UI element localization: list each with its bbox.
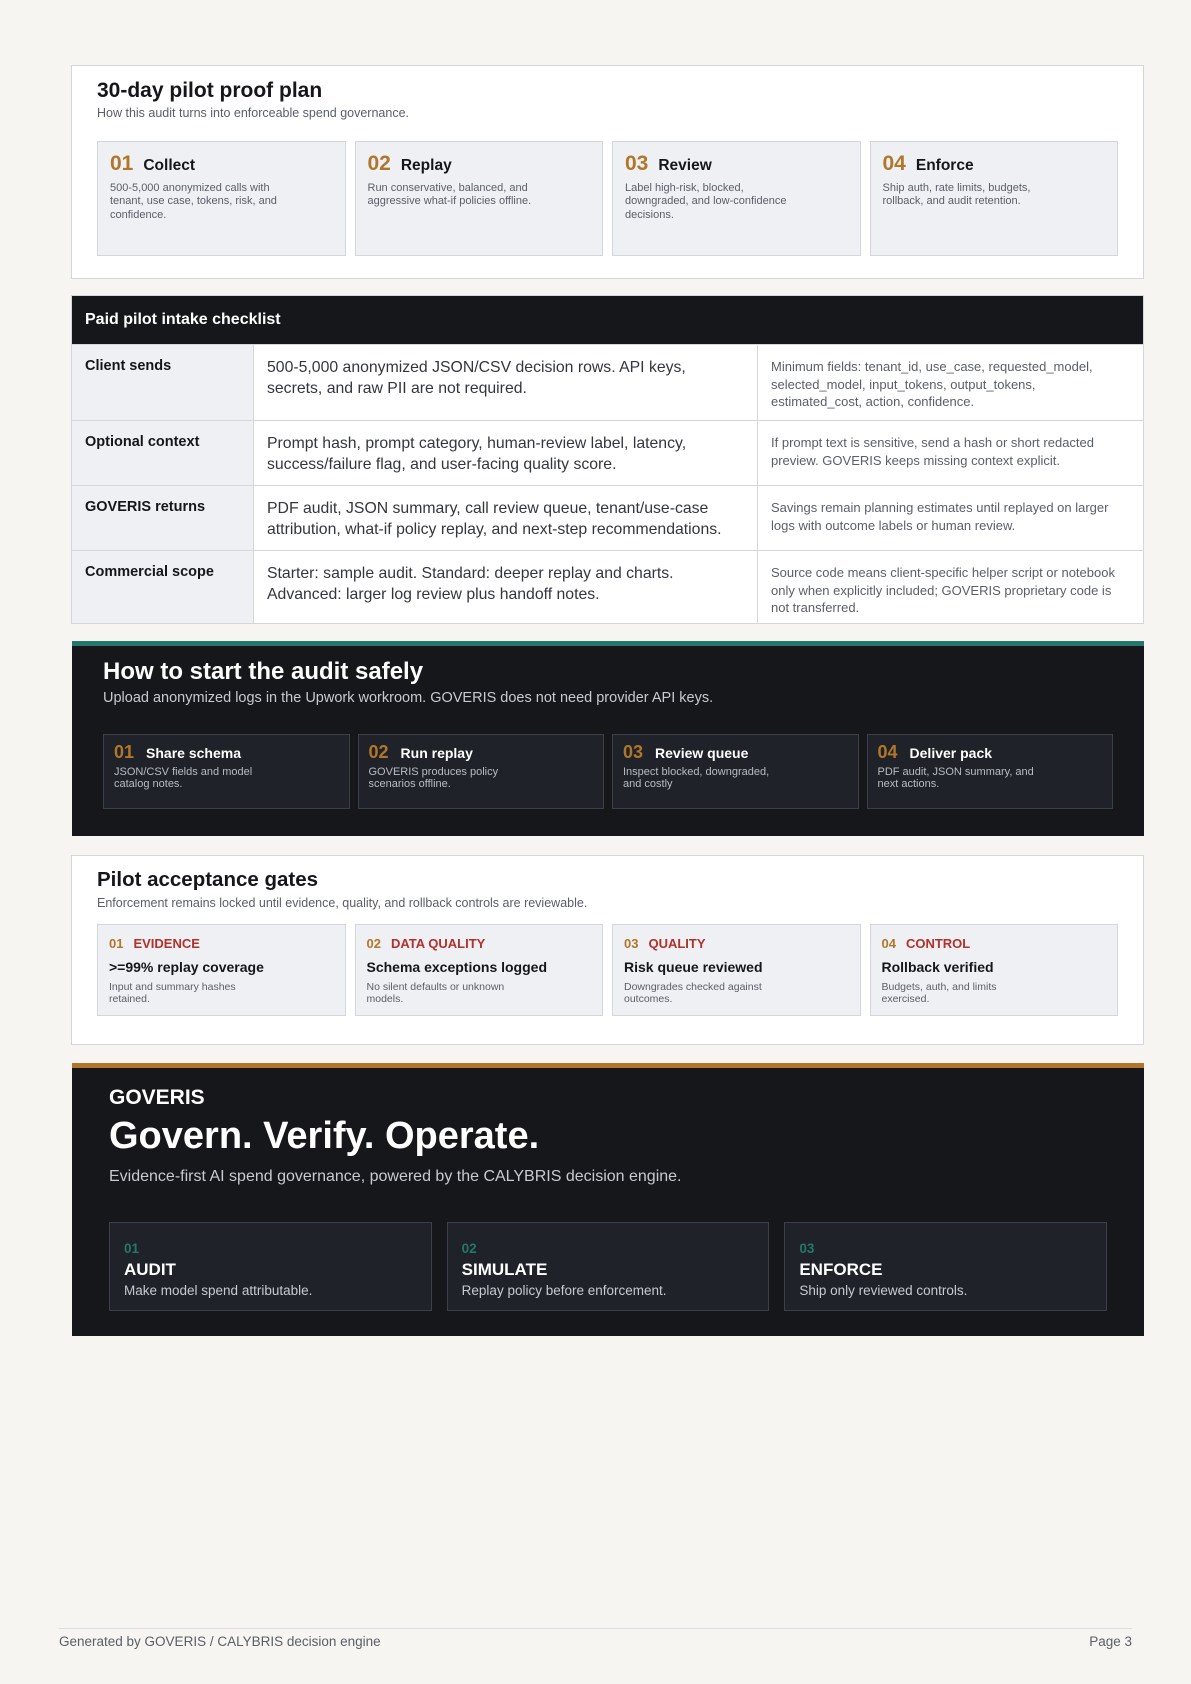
brand-subtitle: Evidence-first AI spend governance, powered by the CALYBRIS decision engine. xyxy=(109,1167,682,1185)
row-label: Client sends xyxy=(72,345,254,420)
gates-subtitle: Enforcement remains locked until evidence, quality, and rollback controls are reviewable. xyxy=(97,895,588,910)
step-description: 500-5,000 anonymized calls with tenant, use case, tokens, risk, and confidence. xyxy=(110,182,277,221)
gate-category: CONTROL xyxy=(905,935,971,951)
step-number: 01 xyxy=(114,741,135,762)
brand-pillars xyxy=(109,1222,1107,1311)
start-subtitle: Upload anonymized logs in the Upwork workroom. GOVERIS does not need provider API keys. xyxy=(103,689,714,706)
row-label: Commercial scope xyxy=(72,551,254,623)
step-number: 03 xyxy=(623,741,644,762)
pillar-description: Make model spend attributable. xyxy=(124,1282,313,1298)
pillar-number: 02 xyxy=(461,1240,477,1256)
step-number: 02 xyxy=(367,152,391,176)
gate-number: 03 xyxy=(624,935,639,951)
table-row xyxy=(72,420,1143,485)
gate-category: QUALITY xyxy=(648,935,706,951)
step-description: Ship auth, rate limits, budgets, rollback, and audit retention. xyxy=(882,182,1031,208)
gate-title: Rollback verified xyxy=(881,958,994,975)
proof-plan-title: 30-day pilot proof plan xyxy=(97,79,323,102)
pillar-description: Replay policy before enforcement. xyxy=(461,1282,667,1298)
gate-category: EVIDENCE xyxy=(133,935,200,951)
step-number: 02 xyxy=(368,741,389,762)
brand-tagline: Govern. Verify. Operate. xyxy=(109,1115,540,1157)
step-description: JSON/CSV fields and model catalog notes. xyxy=(114,765,253,791)
gate-cards xyxy=(97,924,1118,1016)
step-number: 04 xyxy=(882,152,906,176)
start-step-review-queue xyxy=(612,734,859,809)
step-number: 01 xyxy=(110,152,134,176)
gate-title: >=99% replay coverage xyxy=(109,958,264,975)
start-step-deliver-pack xyxy=(867,734,1114,809)
start-title: How to start the audit safely xyxy=(103,658,424,685)
proof-plan-steps xyxy=(97,141,1118,256)
gate-number: 02 xyxy=(366,935,381,951)
pillar-simulate xyxy=(447,1222,770,1311)
acceptance-gates-section xyxy=(71,855,1144,1045)
step-description: Label high-risk, blocked, downgraded, and low-confidence decisions. xyxy=(625,182,787,221)
gate-number: 01 xyxy=(109,935,124,951)
gate-card-data-quality xyxy=(355,924,604,1016)
gate-category: DATA QUALITY xyxy=(390,935,486,951)
plan-step-collect xyxy=(97,141,346,256)
plan-step-review xyxy=(612,141,861,256)
step-description: Run conservative, balanced, and aggressive what-if policies offline. xyxy=(367,182,532,208)
proof-plan-subtitle: How this audit turns into enforceable spend governance. xyxy=(97,106,409,121)
step-title: Replay xyxy=(400,157,452,175)
proof-plan-section xyxy=(71,65,1144,279)
gate-title: Risk queue reviewed xyxy=(624,958,763,975)
intake-checklist xyxy=(71,295,1144,624)
table-row xyxy=(72,485,1143,550)
start-step-run-replay xyxy=(358,734,605,809)
step-description: Inspect blocked, downgraded, and costly xyxy=(623,765,770,791)
pillar-title: SIMULATE xyxy=(461,1259,548,1279)
pillar-audit xyxy=(109,1222,432,1311)
step-number: 04 xyxy=(877,741,898,762)
row-note: If prompt text is sensitive, send a hash or short redacted preview. GOVERIS keeps missing context explicit. xyxy=(771,435,1094,468)
row-note: Source code means client-specific helper script or notebook only when explicitly included; GOVERIS proprietary code is not transferred. xyxy=(771,565,1115,616)
step-number: 03 xyxy=(625,152,649,176)
step-title: Deliver pack xyxy=(909,744,993,761)
row-note: Savings remain planning estimates until replayed on larger logs with outcome labels or human review. xyxy=(771,500,1109,533)
gate-number: 04 xyxy=(881,935,896,951)
step-title: Review queue xyxy=(655,744,749,761)
step-title: Run replay xyxy=(400,744,473,761)
table-row xyxy=(72,550,1143,623)
start-step-share-schema xyxy=(103,734,350,809)
gate-description: Input and summary hashes retained. xyxy=(109,980,236,1005)
gates-title: Pilot acceptance gates xyxy=(97,868,319,891)
pillar-description: Ship only reviewed controls. xyxy=(799,1282,968,1298)
row-main: PDF audit, JSON summary, call review queue, tenant/use-case attribution, what-if policy replay, and next-step recommendations. xyxy=(254,486,758,550)
row-label: Optional context xyxy=(72,421,254,485)
pillar-enforce xyxy=(784,1222,1107,1311)
brand-banner xyxy=(72,1063,1144,1336)
page-number: Page 3 xyxy=(1089,1634,1132,1649)
pillar-title: AUDIT xyxy=(124,1259,176,1279)
page-footer xyxy=(59,1628,1132,1649)
gate-description: No silent defaults or unknown models. xyxy=(366,980,505,1005)
start-audit-section xyxy=(72,641,1144,836)
row-note: Minimum fields: tenant_id, use_case, requested_model, selected_model, input_tokens, output_tokens, estimated_cost, action, confidence. xyxy=(771,359,1093,410)
pillar-number: 01 xyxy=(124,1240,140,1256)
gate-card-evidence xyxy=(97,924,346,1016)
step-title: Collect xyxy=(143,157,196,175)
pillar-title: ENFORCE xyxy=(799,1259,883,1279)
gate-title: Schema exceptions logged xyxy=(366,958,547,975)
step-title: Share schema xyxy=(146,744,241,761)
row-main: 500-5,000 anonymized JSON/CSV decision rows. API keys, secrets, and raw PII are not required. xyxy=(254,345,758,420)
start-steps xyxy=(103,734,1113,809)
pillar-number: 03 xyxy=(799,1240,815,1256)
step-description: GOVERIS produces policy scenarios offline. xyxy=(368,765,499,791)
intake-title: Paid pilot intake checklist xyxy=(72,296,1143,344)
row-label: GOVERIS returns xyxy=(72,486,254,550)
gate-card-quality xyxy=(612,924,861,1016)
gate-description: Downgrades checked against outcomes. xyxy=(624,980,762,1005)
gate-card-control xyxy=(870,924,1119,1016)
brand-name: GOVERIS xyxy=(109,1086,205,1109)
plan-step-enforce xyxy=(870,141,1119,256)
footer-generator: Generated by GOVERIS / CALYBRIS decision engine xyxy=(59,1634,381,1649)
row-main: Starter: sample audit. Standard: deeper replay and charts. Advanced: larger log review plus handoff notes. xyxy=(254,551,758,623)
step-description: PDF audit, JSON summary, and next actions. xyxy=(877,765,1034,791)
row-main: Prompt hash, prompt category, human-review label, latency, success/failure flag, and user-facing quality score. xyxy=(254,421,758,485)
table-row xyxy=(72,344,1143,420)
gate-description: Budgets, auth, and limits exercised. xyxy=(881,980,997,1005)
step-title: Review xyxy=(658,157,712,175)
step-title: Enforce xyxy=(915,157,974,175)
plan-step-replay xyxy=(355,141,604,256)
